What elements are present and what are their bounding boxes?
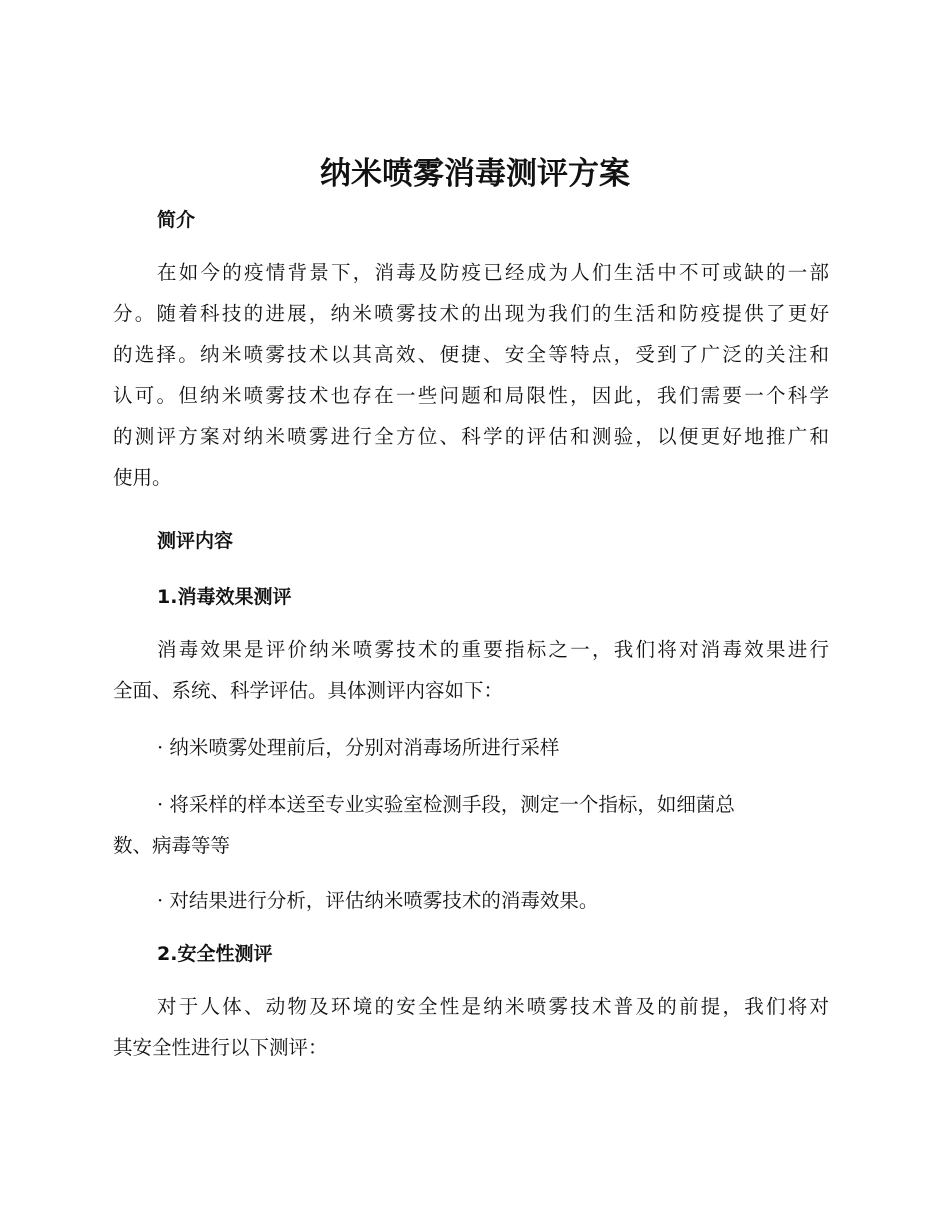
paragraph-line: 的选择。纳米喷雾技术以其高效、便捷、安全等特点，受到了广泛的关注和 <box>113 343 829 366</box>
bullet-line: 数、病毒等等 <box>113 834 231 857</box>
bullet-line: · 将采样的样本送至专业实验室检测手段，测定一个指标，如细菌总 <box>157 793 735 816</box>
section-heading-safety: 2.安全性测评 <box>157 943 273 965</box>
paragraph-line: 使用。 <box>113 466 172 489</box>
paragraph-line: 在如今的疫情背景下，消毒及防疫已经成为人们生活中不可或缺的一部 <box>157 261 829 284</box>
safety-paragraph <box>113 986 829 1068</box>
paragraph-line: 认可。但纳米喷雾技术也存在一些问题和局限性，因此，我们需要一个科学 <box>113 384 829 407</box>
paragraph-line: 消毒效果是评价纳米喷雾技术的重要指标之一，我们将对消毒效果进行 <box>157 638 829 661</box>
section-heading-content: 测评内容 <box>157 530 234 552</box>
bullet-item <box>113 784 829 866</box>
section-heading-intro: 简介 <box>157 209 196 231</box>
paragraph-line: 全面、系统、科学评估。具体测评内容如下： <box>113 679 504 702</box>
document-title: 纳米喷雾消毒测评方案 <box>320 156 630 192</box>
paragraph-line: 对于人体、动物及环境的安全性是纳米喷雾技术普及的前提，我们将对 <box>157 995 829 1018</box>
paragraph-line: 的测评方案对纳米喷雾进行全方位、科学的评估和测验，以便更好地推广和 <box>113 425 829 448</box>
bullet-item <box>113 880 829 921</box>
disinfection-paragraph <box>113 629 829 711</box>
paragraph-line: 其安全性进行以下测评： <box>113 1036 328 1059</box>
paragraph-line: 分。随着科技的进展，纳米喷雾技术的出现为我们的生活和防疫提供了更好 <box>113 302 829 325</box>
section-heading-disinfection: 1.消毒效果测评 <box>157 586 292 608</box>
bullet-line: · 对结果进行分析，评估纳米喷雾技术的消毒效果。 <box>157 889 599 912</box>
bullet-line: · 纳米喷雾处理前后，分别对消毒场所进行采样 <box>157 736 560 759</box>
intro-paragraph <box>113 252 829 498</box>
bullet-item <box>113 727 829 768</box>
